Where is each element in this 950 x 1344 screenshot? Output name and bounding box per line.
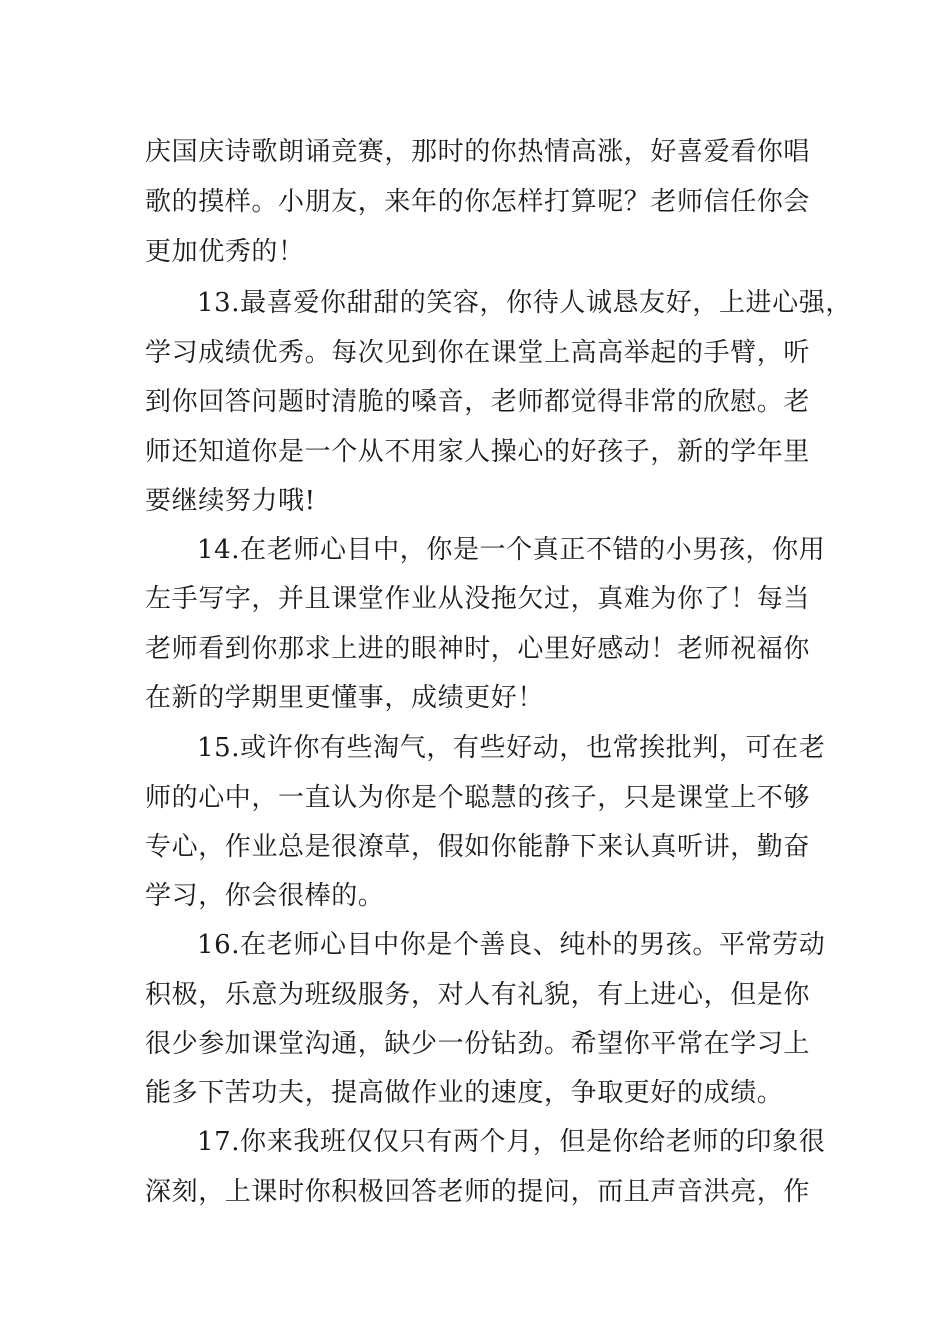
text-line: 到你回答问题时清脆的嗓音，老师都觉得非常的欣慰。老 [145, 387, 811, 417]
text-line: 要继续努力哦! [145, 486, 316, 516]
text-line: 学习，你会很棒的。 [145, 881, 385, 911]
text-line: 左手写字，并且课堂作业从没拖欠过，真难为你了！每当 [145, 584, 811, 614]
text-line: 歌的摸样。小朋友，来年的你怎样打算呢？老师信任你会 [145, 187, 811, 217]
text-line: 能多下苦功夫，提高做作业的速度，争取更好的成绩。 [145, 1078, 784, 1108]
text-line: 在新的学期里更懂事，成绩更好！ [145, 683, 545, 713]
paragraph-first-line: 14.在老师心目中，你是一个真正不错的小男孩，你用 [197, 535, 826, 565]
text-line: 积极，乐意为班级服务，对人有礼貌，有上进心，但是你 [145, 980, 811, 1010]
text-line: 学习成绩优秀。每次见到你在课堂上高高举起的手臂，听 [145, 338, 811, 368]
text-line: 很少参加课堂沟通，缺少一份钻劲。希望你平常在学习上 [145, 1029, 811, 1059]
paragraph-first-line: 15.或许你有些淘气，有些好动，也常挨批判，可在老 [197, 733, 826, 763]
text-line: 更加优秀的！ [145, 237, 305, 267]
text-line: 庆国庆诗歌朗诵竞赛，那时的你热情高涨，好喜爱看你唱 [145, 137, 811, 167]
paragraph-first-line: 13.最喜爱你甜甜的笑容，你待人诚恳友好，上进心强， [197, 288, 852, 318]
text-line: 老师看到你那求上进的眼神时，心里好感动！老师祝福你 [145, 634, 811, 664]
text-line: 深刻，上课时你积极回答老师的提问，而且声音洪亮，作 [145, 1177, 811, 1207]
paragraph-first-line: 16.在老师心目中你是个善良、纯朴的男孩。平常劳动 [197, 930, 826, 960]
text-line: 专心，作业总是很潦草，假如你能静下来认真听讲，勤奋 [145, 832, 811, 862]
text-line: 师还知道你是一个从不用家人操心的好孩子，新的学年里 [145, 437, 811, 467]
paragraph-first-line: 17.你来我班仅仅只有两个月，但是你给老师的印象很 [197, 1127, 826, 1157]
text-line: 师的心中，一直认为你是个聪慧的孩子，只是课堂上不够 [145, 783, 811, 813]
